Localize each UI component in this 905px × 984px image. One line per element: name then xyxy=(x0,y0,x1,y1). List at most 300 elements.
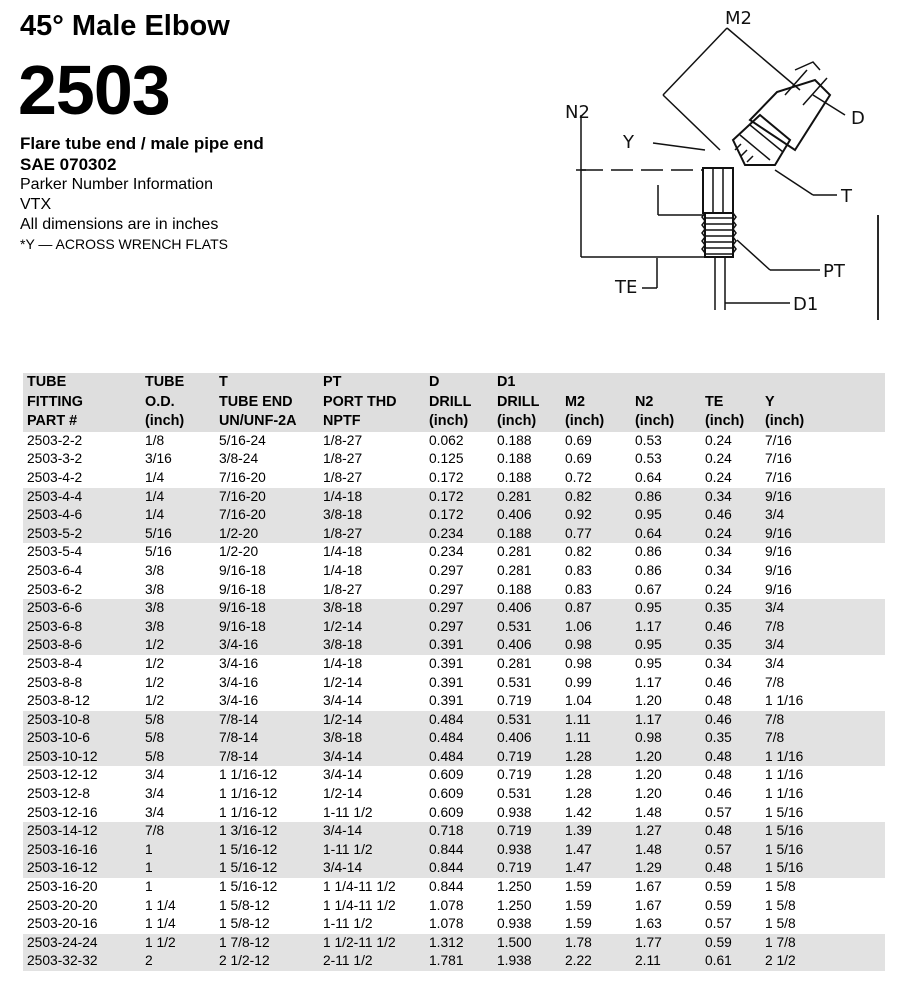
table-cell: 0.82 xyxy=(565,544,592,560)
table-cell: 1.500 xyxy=(493,934,561,953)
table-cell: 2503-32-32 xyxy=(23,952,141,971)
table-cell: 1 5/16 xyxy=(761,822,885,841)
table-cell: 2503-8-8 xyxy=(27,674,83,690)
table-cell: 1 1/4-11 1/2 xyxy=(323,897,396,913)
table-cell: 0.34 xyxy=(705,655,732,671)
table-cell: 1/8-27 xyxy=(323,581,363,597)
table-cell: 2503-20-20 xyxy=(27,897,98,913)
table-row xyxy=(23,841,885,860)
table-cell: 1/8-27 xyxy=(323,451,363,467)
table-cell: 1/2-14 xyxy=(323,674,363,690)
table-cell: 1-11 1/2 xyxy=(323,916,373,932)
table-cell: 0.24 xyxy=(701,525,761,544)
table-cell: 7/8-14 xyxy=(215,711,319,730)
table-cell: 0.938 xyxy=(497,804,532,820)
table-cell: 0.46 xyxy=(701,506,761,525)
specifications-table xyxy=(23,373,885,971)
table-cell: 1.67 xyxy=(635,879,662,895)
table-cell: 0.61 xyxy=(701,952,761,971)
column-header-line: DRILL xyxy=(429,393,472,410)
table-row xyxy=(23,469,885,488)
table-cell: 2503-6-2 xyxy=(27,581,83,597)
footnote: *Y — ACROSS WRENCH FLATS xyxy=(20,236,228,252)
table-cell: 0.719 xyxy=(497,767,532,783)
table-cell: 3/4-16 xyxy=(219,674,259,690)
table-cell: 1.28 xyxy=(565,767,592,783)
column-header xyxy=(561,373,631,432)
table-cell: 1/8-27 xyxy=(319,525,425,544)
label-te: TE xyxy=(615,277,638,298)
table-cell: 1 xyxy=(141,859,215,878)
table-cell: 2503-12-8 xyxy=(27,786,90,802)
table-cell: 3/4-14 xyxy=(319,822,425,841)
table-cell: 1/8-27 xyxy=(323,469,363,485)
table-cell: 1 3/16-12 xyxy=(215,822,319,841)
column-header-line: TUBE END xyxy=(219,393,293,410)
table-cell: 0.35 xyxy=(701,636,761,655)
table-cell: 0.172 xyxy=(425,506,493,525)
table-cell: 0.234 xyxy=(429,544,464,560)
label-y: Y xyxy=(623,132,634,153)
table-cell: 1/2-14 xyxy=(323,786,363,802)
table-cell: 0.406 xyxy=(493,636,561,655)
table-cell: 3/8-18 xyxy=(319,506,425,525)
table-cell: 1.938 xyxy=(493,952,561,971)
table-cell: 1/2-20 xyxy=(219,544,259,560)
column-header xyxy=(493,373,561,432)
table-cell: 0.844 xyxy=(429,879,464,895)
table-cell: 0.281 xyxy=(497,562,532,578)
column-header-line: NPTF xyxy=(323,413,361,430)
table-cell: 0.86 xyxy=(631,488,701,507)
table-cell: 1 1/4-11 1/2 xyxy=(323,879,396,895)
column-header-line xyxy=(565,373,631,393)
table-cell: 0.062 xyxy=(429,432,464,448)
table-cell: 1 1/2 xyxy=(141,934,215,953)
table-cell: 0.35 xyxy=(701,599,761,618)
table-cell: 0.188 xyxy=(497,432,532,448)
table-cell: 1 1/4 xyxy=(145,916,176,932)
table-cell: 2 xyxy=(141,952,215,971)
table-cell: 1.47 xyxy=(561,841,631,860)
table-cell: 2503-16-20 xyxy=(27,879,98,895)
table-row xyxy=(23,562,885,581)
table-cell: 2503-4-4 xyxy=(23,488,141,507)
table-cell: 0.719 xyxy=(493,822,561,841)
table-cell: 1.17 xyxy=(631,711,701,730)
table-cell: 9/16-18 xyxy=(215,599,319,618)
table-cell: 5/8 xyxy=(141,748,215,767)
table-cell: 7/8 xyxy=(761,711,885,730)
table-cell: 0.98 xyxy=(631,729,701,748)
table-cell: 9/16 xyxy=(761,488,885,507)
table-cell: 0.188 xyxy=(497,581,532,597)
table-cell: 2503-10-8 xyxy=(23,711,141,730)
column-header-line: TE xyxy=(705,393,724,410)
table-cell: 1/2 xyxy=(145,693,165,709)
table-cell: 7/8-14 xyxy=(215,729,319,748)
table-cell: 2503-24-24 xyxy=(23,934,141,953)
table-cell: 1/4-18 xyxy=(323,655,363,671)
table-cell: 0.69 xyxy=(565,451,592,467)
table-cell: 1.06 xyxy=(561,618,631,637)
table-cell: 1.20 xyxy=(631,748,701,767)
table-cell: 1.48 xyxy=(635,804,662,820)
table-cell: 5/16-24 xyxy=(219,432,266,448)
table-cell: 0.86 xyxy=(635,544,662,560)
column-header-line: PT xyxy=(323,374,342,390)
table-cell: 0.59 xyxy=(705,897,732,913)
table-cell: 1.27 xyxy=(631,822,701,841)
table-cell: 7/16-20 xyxy=(219,469,266,485)
table-cell: 0.281 xyxy=(497,655,532,671)
table-cell: 0.719 xyxy=(493,748,561,767)
table-cell: 1 1/2-11 1/2 xyxy=(319,934,425,953)
table-row xyxy=(23,878,885,897)
table-cell: 1.29 xyxy=(631,859,701,878)
table-cell: 9/16 xyxy=(765,562,792,578)
table-cell: 1.67 xyxy=(635,897,662,913)
table-cell: 3/4-14 xyxy=(319,748,425,767)
table-cell: 1.20 xyxy=(635,786,662,802)
table-cell: 3/8-18 xyxy=(319,636,425,655)
table-cell: 0.188 xyxy=(497,451,532,467)
table-cell: 1 1/4 xyxy=(145,897,176,913)
table-cell: 1 5/16 xyxy=(765,804,804,820)
table-cell: 2503-16-12 xyxy=(23,859,141,878)
table-cell: 1/4 xyxy=(141,506,215,525)
table-cell: 5/8 xyxy=(141,729,215,748)
column-header-line: T xyxy=(219,374,228,390)
table-row xyxy=(23,674,885,693)
table-cell: 2503-8-4 xyxy=(27,655,83,671)
table-cell: 2503-16-16 xyxy=(23,841,141,860)
table-cell: 0.48 xyxy=(705,767,732,783)
table-cell: 1/2 xyxy=(145,655,165,671)
column-header-line: (inch) xyxy=(565,413,605,430)
table-cell: 3/8 xyxy=(141,618,215,637)
dimensions-note: All dimensions are in inches xyxy=(20,216,219,233)
table-cell: 3/4-16 xyxy=(215,636,319,655)
table-cell: 0.77 xyxy=(561,525,631,544)
table-cell: 3/4-16 xyxy=(219,693,259,709)
table-cell: 1-11 1/2 xyxy=(319,841,425,860)
table-cell: 2503-12-12 xyxy=(27,767,98,783)
column-header xyxy=(319,373,425,432)
table-cell: 0.59 xyxy=(701,934,761,953)
table-cell: 0.24 xyxy=(705,581,732,597)
table-cell: 0.718 xyxy=(425,822,493,841)
table-cell: 1.04 xyxy=(565,693,592,709)
table-cell: 0.69 xyxy=(565,432,592,448)
column-header-line: (inch) xyxy=(145,413,185,430)
table-cell: 0.64 xyxy=(631,525,701,544)
table-cell: 3/4 xyxy=(761,599,885,618)
table-cell: 2503-3-2 xyxy=(27,451,83,467)
table-cell: 1 1/16-12 xyxy=(219,786,278,802)
table-cell: 0.82 xyxy=(561,488,631,507)
table-cell: 0.484 xyxy=(425,711,493,730)
table-row xyxy=(23,432,885,451)
table-cell: 0.24 xyxy=(705,469,732,485)
table-cell: 0.609 xyxy=(429,767,464,783)
table-row xyxy=(23,506,885,525)
table-cell: 0.391 xyxy=(429,674,464,690)
table-row xyxy=(23,450,885,469)
table-cell: 0.406 xyxy=(493,729,561,748)
column-header-line: N2 xyxy=(635,393,654,410)
table-cell: 1 1/16 xyxy=(765,767,804,783)
table-cell: 0.484 xyxy=(425,729,493,748)
table-cell: 1.312 xyxy=(425,934,493,953)
table-row xyxy=(23,915,885,934)
table-cell: 1/4-18 xyxy=(323,544,363,560)
table-cell: 1 5/16-12 xyxy=(219,879,278,895)
table-cell: 0.531 xyxy=(497,674,532,690)
table-cell: 0.53 xyxy=(635,451,662,467)
table-cell: 9/16-18 xyxy=(219,562,266,578)
table-cell: 5/16 xyxy=(141,525,215,544)
table-cell: 0.87 xyxy=(561,599,631,618)
table-row xyxy=(23,581,885,600)
table-cell: 3/8-18 xyxy=(319,729,425,748)
table-cell: 7/16 xyxy=(765,432,792,448)
table-cell: 0.95 xyxy=(631,599,701,618)
table-cell: 2503-4-6 xyxy=(23,506,141,525)
column-header xyxy=(23,373,141,432)
table-cell: 1.078 xyxy=(429,897,464,913)
table-header xyxy=(23,373,885,432)
table-cell: 1 5/16-12 xyxy=(215,859,319,878)
column-header-line: M2 xyxy=(565,393,585,410)
table-cell: 1.78 xyxy=(561,934,631,953)
table-cell: 1 1/16 xyxy=(765,786,804,802)
table-cell: 0.531 xyxy=(497,786,532,802)
table-cell: 0.844 xyxy=(425,859,493,878)
table-row xyxy=(23,804,885,823)
table-cell: 1 5/16-12 xyxy=(215,841,319,860)
column-header-line: Y xyxy=(765,393,775,410)
table-cell: 7/16 xyxy=(765,451,792,467)
page-title: 45° Male Elbow xyxy=(20,10,230,42)
table-cell: 3/4 xyxy=(761,506,885,525)
table-cell: 1.47 xyxy=(561,859,631,878)
table-row xyxy=(23,785,885,804)
table-cell: 0.609 xyxy=(429,786,464,802)
table-cell: 1/2 xyxy=(141,636,215,655)
column-header xyxy=(215,373,319,432)
table-cell: 1.11 xyxy=(561,711,631,730)
table-cell: 3/8 xyxy=(141,599,215,618)
table-cell: 0.234 xyxy=(425,525,493,544)
table-cell: 2503-6-6 xyxy=(23,599,141,618)
table-cell: 0.24 xyxy=(705,451,732,467)
column-header-line: FITTING xyxy=(27,393,83,410)
table-cell: 3/8 xyxy=(145,562,165,578)
table-cell: 3/4 xyxy=(145,767,165,783)
column-header-line: D xyxy=(429,374,440,390)
table-cell: 2 1/2-12 xyxy=(215,952,319,971)
table-cell: 0.406 xyxy=(493,506,561,525)
table-cell: 3/4-16 xyxy=(219,655,259,671)
table-cell: 0.59 xyxy=(705,879,732,895)
table-cell: 1.59 xyxy=(565,897,592,913)
table-cell: 0.125 xyxy=(429,451,464,467)
column-header-line: (inch) xyxy=(705,413,745,430)
table-cell: 1.48 xyxy=(631,841,701,860)
table-cell: 1 5/8-12 xyxy=(219,916,270,932)
column-header xyxy=(141,373,215,432)
table-cell: 0.46 xyxy=(701,711,761,730)
table-cell: 2503-12-16 xyxy=(27,804,98,820)
table-cell: 3/4-14 xyxy=(323,767,363,783)
table-cell: 1 1/16-12 xyxy=(219,804,278,820)
table-cell: 0.297 xyxy=(425,618,493,637)
table-cell: 1.11 xyxy=(561,729,631,748)
table-cell: 0.531 xyxy=(493,711,561,730)
column-header-line: (inch) xyxy=(635,413,675,430)
table-cell: 3/4 xyxy=(765,655,785,671)
column-header-line: (inch) xyxy=(765,413,805,430)
column-header-line xyxy=(765,373,885,393)
table-cell: 1.250 xyxy=(497,897,532,913)
table-cell: 3/4-14 xyxy=(319,859,425,878)
vtx-label: VTX xyxy=(20,196,52,213)
table-cell: 0.281 xyxy=(493,488,561,507)
table-cell: 1/8 xyxy=(145,432,165,448)
column-header-line: PART # xyxy=(27,413,78,430)
table-cell: 2503-10-12 xyxy=(23,748,141,767)
table-cell: 2503-2-2 xyxy=(27,432,83,448)
column-header xyxy=(631,373,701,432)
table-cell: 1.63 xyxy=(635,916,662,932)
table-cell: 7/8 xyxy=(761,618,885,637)
table-cell: 1 1/16-12 xyxy=(219,767,278,783)
product-info xyxy=(20,133,264,254)
table-cell: 1.42 xyxy=(565,804,592,820)
table-cell: 2503-8-6 xyxy=(23,636,141,655)
table-cell: 3/8-24 xyxy=(219,451,259,467)
table-cell: 0.34 xyxy=(701,488,761,507)
table-cell: 9/16-18 xyxy=(219,581,266,597)
table-cell: 1 5/16 xyxy=(761,841,885,860)
table-cell: 1/2-14 xyxy=(319,711,425,730)
table-cell: 0.98 xyxy=(561,636,631,655)
table-row xyxy=(23,934,885,953)
table-cell: 1 5/8 xyxy=(765,916,796,932)
table-cell: 0.48 xyxy=(701,859,761,878)
table-cell: 0.938 xyxy=(497,916,532,932)
table-cell: 0.484 xyxy=(425,748,493,767)
table-cell: 1.17 xyxy=(631,618,701,637)
table-cell: 0.188 xyxy=(497,469,532,485)
table-cell: 0.92 xyxy=(561,506,631,525)
table-cell: 0.98 xyxy=(565,655,592,671)
table-cell: 3/4 xyxy=(761,636,885,655)
label-pt: PT xyxy=(823,261,845,282)
table-cell: 1.59 xyxy=(565,879,592,895)
table-cell: 7/16-20 xyxy=(215,488,319,507)
table-cell: 0.297 xyxy=(425,599,493,618)
table-cell: 9/16 xyxy=(761,525,885,544)
label-t: T xyxy=(841,186,852,207)
table-cell: 2-11 1/2 xyxy=(319,952,425,971)
table-cell: 0.391 xyxy=(429,655,464,671)
table-cell: 7/8 xyxy=(141,822,215,841)
table-cell: 3/4 xyxy=(145,786,165,802)
table-cell: 0.188 xyxy=(493,525,561,544)
table-cell: 1/2-20 xyxy=(215,525,319,544)
table-cell: 0.844 xyxy=(425,841,493,860)
table-row xyxy=(23,599,885,618)
table-row xyxy=(23,543,885,562)
table-cell: 0.53 xyxy=(635,432,662,448)
table-row xyxy=(23,618,885,637)
header-row xyxy=(23,373,885,432)
table-cell: 0.719 xyxy=(493,859,561,878)
column-header-line: D1 xyxy=(497,374,516,390)
table-row xyxy=(23,525,885,544)
table-cell: 1 xyxy=(145,879,153,895)
table-cell: 0.83 xyxy=(565,562,592,578)
table-cell: 1.28 xyxy=(561,748,631,767)
column-header-line: DRILL xyxy=(497,393,540,410)
table-cell: 0.99 xyxy=(565,674,592,690)
table-cell: 3/4-14 xyxy=(323,693,363,709)
label-d1: D1 xyxy=(793,294,819,315)
m2-dimension-line xyxy=(663,28,727,95)
column-header-line: PORT THD xyxy=(323,393,397,410)
table-cell: 3/8 xyxy=(145,581,165,597)
table-cell: 0.172 xyxy=(425,488,493,507)
table-cell: 0.34 xyxy=(705,562,732,578)
table-cell: 1-11 1/2 xyxy=(323,804,373,820)
table-cell: 0.297 xyxy=(429,581,464,597)
table-cell: 1 7/8 xyxy=(761,934,885,953)
table-cell: 1/4 xyxy=(145,469,165,485)
label-n2: N2 xyxy=(565,102,590,123)
table-cell: 0.531 xyxy=(493,618,561,637)
table-cell: 1 5/8-12 xyxy=(219,897,270,913)
table-row xyxy=(23,729,885,748)
table-cell: 2.22 xyxy=(561,952,631,971)
table-cell: 2503-6-4 xyxy=(27,562,83,578)
table-row xyxy=(23,859,885,878)
table-cell: 5/8 xyxy=(141,711,215,730)
table-cell: 1 5/8 xyxy=(765,897,796,913)
table-cell: 7/8 xyxy=(765,674,785,690)
column-header-line xyxy=(705,373,761,393)
table-cell: 0.391 xyxy=(425,636,493,655)
column-header xyxy=(701,373,761,432)
table-cell: 0.57 xyxy=(701,841,761,860)
table-row xyxy=(23,822,885,841)
table-cell: 5/16 xyxy=(145,544,172,560)
table-cell: 0.297 xyxy=(429,562,464,578)
table-cell: 0.609 xyxy=(429,804,464,820)
table-row xyxy=(23,766,885,785)
table-cell: 1.20 xyxy=(635,767,662,783)
table-cell: 2 1/2 xyxy=(761,952,885,971)
column-header-line: O.D. xyxy=(145,393,175,410)
table-cell: 0.48 xyxy=(705,693,732,709)
label-d: D xyxy=(851,108,865,129)
table-cell: 1 5/16 xyxy=(761,859,885,878)
table-cell: 7/8-14 xyxy=(215,748,319,767)
table-cell: 2.11 xyxy=(631,952,701,971)
table-cell: 0.95 xyxy=(635,655,662,671)
table-cell: 1.078 xyxy=(429,916,464,932)
